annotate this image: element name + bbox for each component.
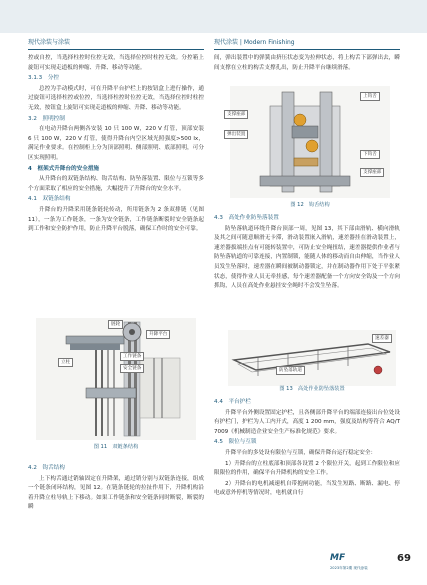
right-column-bottom — [214, 398, 400, 500]
left-column-bottom — [28, 464, 204, 514]
hook-tongue-structure-figure — [230, 86, 390, 198]
fig12-label-support-lower: 支撑座部 — [360, 168, 384, 177]
header-rule-right — [214, 49, 400, 50]
fig12-label-lower-hook: 下钩舌 — [360, 150, 380, 159]
journal-logo: MF — [330, 553, 346, 563]
paragraph: 2）升降台的电机减速机自带抱闸功能，当发生短路、断路、漏电、停电或意外停机等情况时，电机就自行 — [214, 480, 400, 497]
paragraph: 防坠落轨道环绕升降台顶部一周，见图 13，其下部由滑轨、横向滑轨及其之间可随意顺滑无卡滞，滑动装置嵌入滑轨，速差器挂在滑动装置上，速差器拔端挂点有可能转装置中，可防止安全绳扭结，速差器提供作业者与防坠落轨道的可靠连接，内置制锁，能随人体的移动而自由伸缩，当作业人员发生坠落时，速差器在瞬间被制动器锁定，并在制动器作用下处于平张紧状态，使得作业人员无牵挂感，每个速差器配备一个方向安全钩及一个方向抓钩，人员在高处作业悬挂安全绳时不会发生坠落。 — [214, 225, 400, 290]
section-heading-4: 4 框架式升降台的安全措施 — [28, 165, 100, 172]
right-column-top — [214, 54, 400, 74]
paragraph: 总控为手动模式时，可在升降平台护栏上的按钮盒上进行操作，通过旋钮可选择柱控或位控，当选择柱控时位控无效，当选择位控时柱控无效，按钮盒上旋钮可实现走道板的伸缩、升降、移动等功能。 — [28, 85, 204, 111]
paragraph: 从升降台的双链条结构、钩舌结构、防坠落装置、限位与互锁等多个方面采取了相应的安全措施，大幅提升了升降台的安全水平。 — [28, 176, 204, 192]
paragraph: 间，弹出装置中的弹簧由挤压状态变为拉伸状态，将上构舌下部弹出去，瞬间支撑在立柱的构舌支撑孔出，防止升降平台继续滑落。 — [214, 55, 400, 71]
figure-13-caption: 图 13 高处作业防坠落装置 — [279, 386, 345, 392]
paragraph: 控或自控，当选择柱控时位控无效，当选择位控时柱控无效。分控箱上旋钮可实现走道板的伸缩、升降、移动等功能。 — [28, 55, 204, 71]
left-column-top — [28, 54, 204, 236]
section-heading-3-2: 3.2 照明控制 — [28, 115, 65, 122]
paragraph: 升降平台外侧设置固定护栏，且各侧部升降平台的端部连接出台位处设有护栏门，护栏为人工内开式，高度 1 200 mm，强度及结构等符合 AQ/T 7009《机械制造企业安全生产标准化规范》要求。 — [214, 409, 400, 435]
section-heading-4-3: 4.3 高处作业防坠落装置 — [214, 215, 279, 221]
section-heading-4-1: 4.1 双链条结构 — [28, 196, 71, 203]
fig12-label-support-upper: 支撑座部 — [224, 110, 248, 119]
figure-12-caption: 图 12 钩舌结构 — [290, 202, 330, 208]
journal-issue: 2023年第2期 现代涂装 — [330, 566, 368, 570]
fig11-label-column: 立柱 — [58, 358, 73, 367]
page-number: 69 — [397, 553, 411, 564]
paragraph: 升降台的升降采用链条链轮传动，所用链条为 2 条双排链（见图 11），一条为工作链条，一条为安全链条，工作链条断裂时安全链条起到工作和安全防护作用，防止升降平台脱落，确保工作时的安全可靠。 — [28, 206, 204, 233]
top-banner — [0, 0, 427, 33]
double-chain-structure-figure — [36, 318, 196, 440]
running-header-right: 现代涂装 | Modern Finishing — [214, 39, 295, 46]
fig13-label-fall-rail: 防坠落轨道 — [276, 366, 305, 375]
section-heading-4-5: 4.5 限位与互锁 — [214, 439, 257, 446]
right-column-middle — [214, 214, 400, 293]
fig11-label-sprocket: 链轮 — [108, 320, 123, 329]
running-header-left: 现代涂装与涂装 — [28, 39, 71, 46]
section-heading-3-1-3: 3.1.3 分控 — [28, 75, 60, 82]
header-rule-left — [28, 49, 204, 50]
figure-11-caption: 图 11 双链条结构 — [93, 444, 139, 450]
fig11-label-safety-chain: 安全链条 — [120, 364, 144, 373]
fig12-label-ejector: 弹出装置 — [224, 130, 248, 139]
paragraph: 上下构舌通过销轴固定在升降架，通过销分别与双链条连接，组成一个链条闭环结构，见图 12。在链条链轮的拉扯作用下，升降机构沿着升降立柱导轨上下移动。如果工作链条和安全链条同时断裂，断裂的瞬 — [28, 475, 204, 511]
section-heading-4-4: 4.4 平台护栏 — [214, 399, 251, 405]
fig12-label-upper-hook: 上钩舌 — [360, 92, 380, 101]
fig11-label-platform: 升降平台 — [146, 330, 170, 339]
paragraph: 升降平台的多处设有限位与互锁，确保升降台运行稳定安全： — [225, 449, 377, 456]
section-heading-4-2: 4.2 钩舌结构 — [28, 465, 65, 471]
fall-arrest-device-figure — [228, 330, 396, 386]
paragraph: 在电动升降台两侧各安装 10 只 100 W，220 V 灯管，顶部安装 6 只 100 W，220 V 灯管，使得升降台内空区域光照强度>500 lx，满足作业要求。在控制柜上分为顶部照明、侧部照明、底部照明，可分区实现照明。 — [28, 126, 204, 161]
paragraph: 1）升降台的立柱底部和顶部各设置 2 个限位开关，起到工作限位和应限限位的作用，确保平台升降机构的安全工作。 — [214, 460, 400, 477]
fig11-label-work-chain: 工作链条 — [120, 352, 144, 361]
fig13-label-speed-diff: 速差器 — [372, 334, 392, 343]
